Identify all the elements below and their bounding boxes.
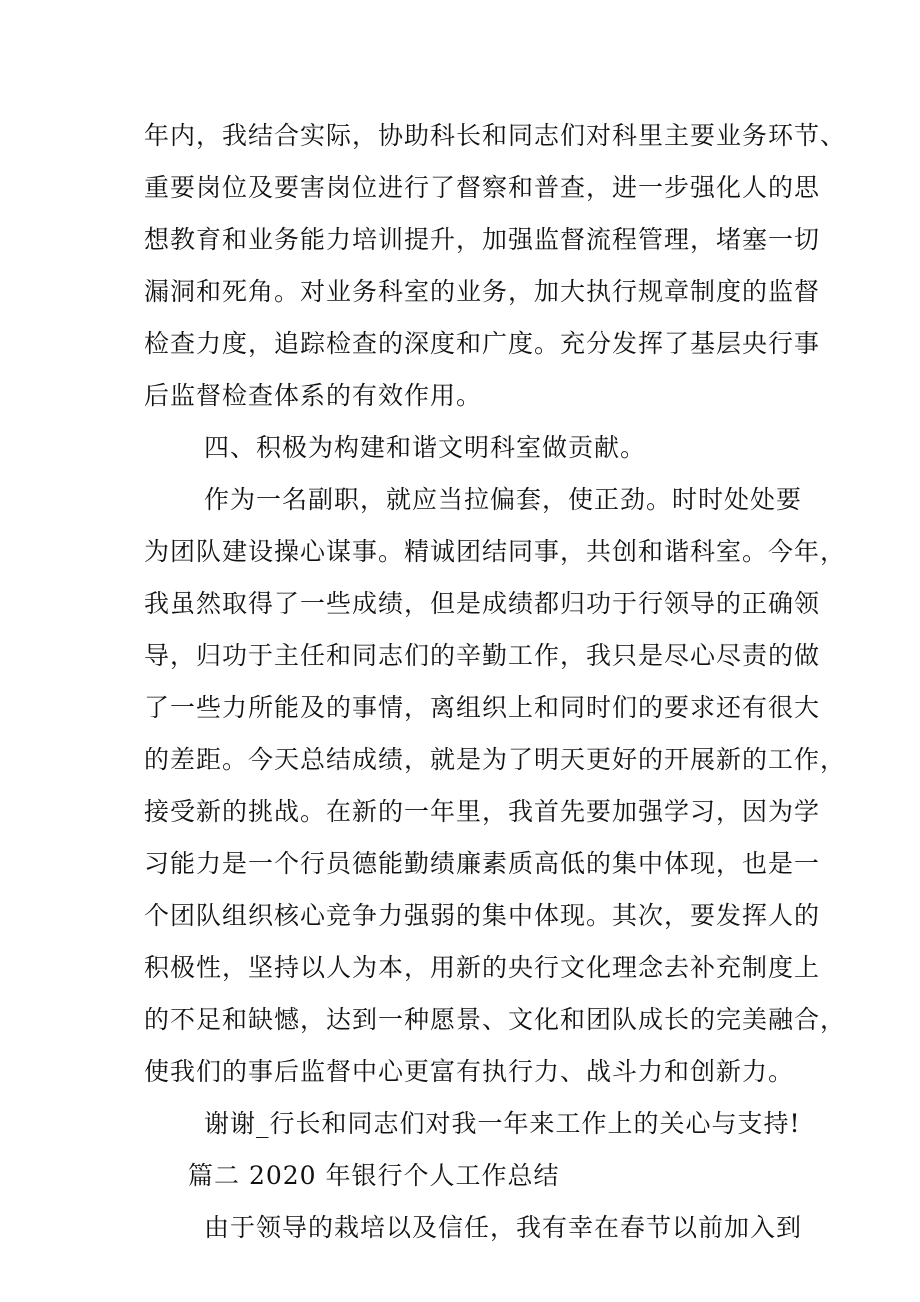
body-text-line: 我虽然取得了一些成绩，但是成绩都归功于行领导的正确领 — [144, 589, 821, 618]
paragraph-first-line: 作为一名副职，就应当拉偏套，使正劲。时时处处要 — [204, 485, 803, 514]
body-text-line: 导，归功于主任和同志们的辛勤工作，我只是尽心尽责的做 — [144, 641, 821, 670]
body-text-line: 的差距。今天总结成绩，就是为了明天更好的开展新的工作， — [144, 745, 847, 774]
section-title: 篇二 2020 年银行个人工作总结 — [188, 1161, 560, 1190]
body-text-line: 漏洞和死角。对业务科室的业务，加大执行规章制度的监督 — [144, 277, 821, 306]
body-text-line: 了一些力所能及的事情，离组织上和同时们的要求还有很大 — [144, 693, 821, 722]
body-text-line: 的不足和缺憾，达到一种愿景、文化和团队成长的完美融合， — [144, 1005, 847, 1034]
body-text-line: 积极性，坚持以人为本，用新的央行文化理念去补充制度上 — [144, 953, 821, 982]
thanks-line: 谢谢_行长和同志们对我一年来工作上的关心与支持! — [204, 1109, 801, 1138]
section-heading: 四、积极为构建和谐文明科室做贡献。 — [204, 433, 647, 462]
body-text-line: 检查力度，追踪检查的深度和广度。充分发挥了基层央行事 — [144, 329, 821, 358]
body-text-line: 个团队组织核心竞争力强弱的集中体现。其次，要发挥人的 — [144, 901, 821, 930]
body-text-line: 接受新的挑战。在新的一年里，我首先要加强学习，因为学 — [144, 797, 821, 826]
body-text-line: 后监督检查体系的有效作用。 — [144, 381, 483, 410]
paragraph-first-line: 由于领导的栽培以及信任，我有幸在春节以前加入到 — [204, 1213, 803, 1242]
body-text-line: 为团队建设操心谋事。精诚团结同事，共创和谐科室。今年， — [144, 537, 847, 566]
body-text-line: 重要岗位及要害岗位进行了督察和普查，进一步强化人的思 — [144, 173, 821, 202]
body-text-line: 想教育和业务能力培训提升，加强监督流程管理，堵塞一切 — [144, 225, 821, 254]
body-text-line: 年内，我结合实际，协助科长和同志们对科里主要业务环节、 — [144, 121, 847, 150]
body-text-line: 使我们的事后监督中心更富有执行力、战斗力和创新力。 — [144, 1057, 795, 1086]
body-text-line: 习能力是一个行员德能勤绩廉素质高低的集中体现，也是一 — [144, 849, 821, 878]
